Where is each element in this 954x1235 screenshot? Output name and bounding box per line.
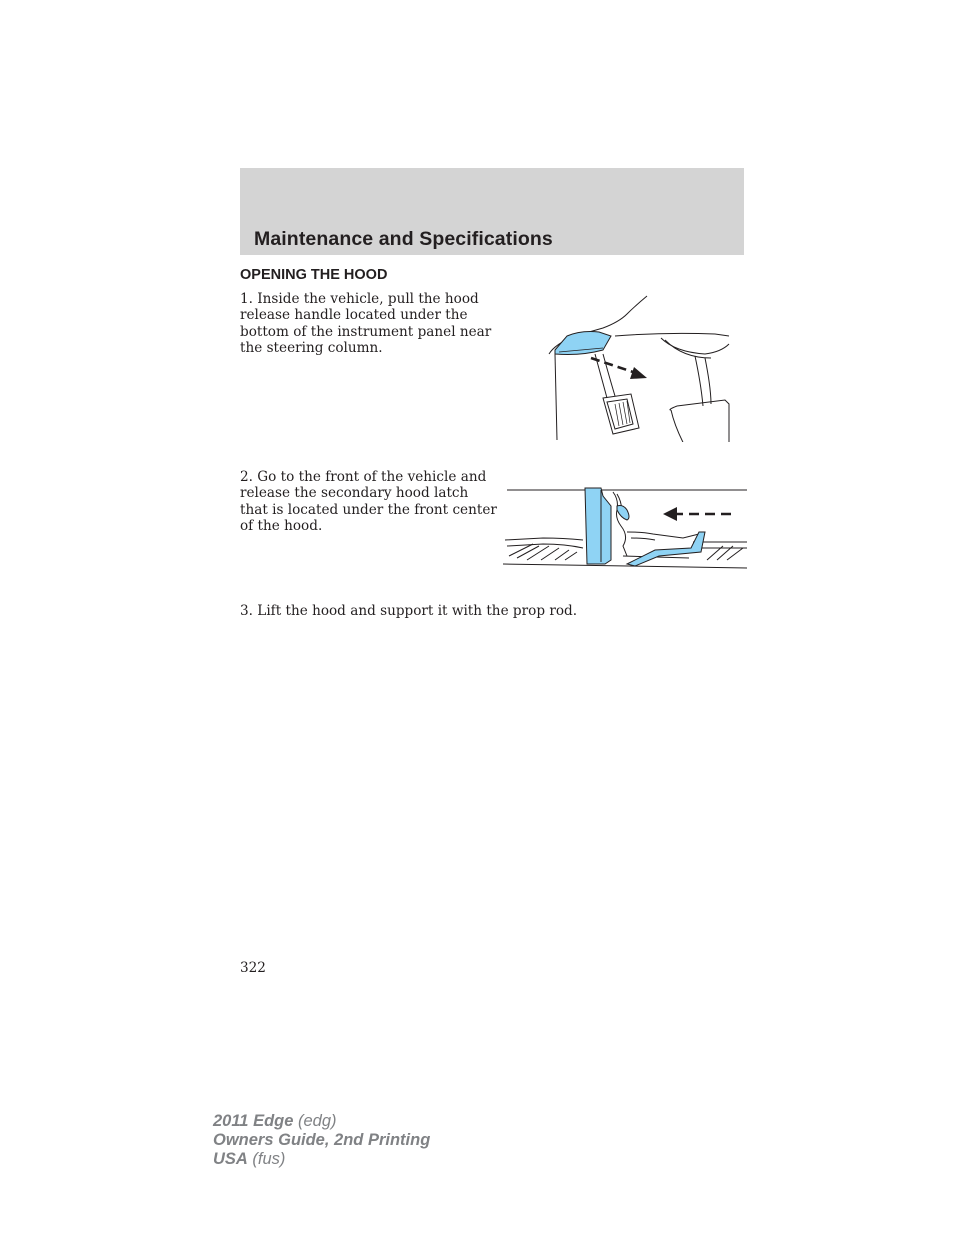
section-heading: OPENING THE HOOD <box>240 267 388 283</box>
hood-release-handle-illustration <box>515 292 740 442</box>
chapter-title: Maintenance and Specifications <box>254 228 553 250</box>
step-2-text: 2. Go to the front of the vehicle and release the secondary hood latch that is located under the front center of the hood. <box>240 469 497 535</box>
document-footer <box>213 1112 430 1169</box>
section-header-band <box>240 168 744 255</box>
footer-line-market <box>213 1150 430 1169</box>
step-3-text: 3. Lift the hood and support it with the prop rod. <box>240 603 578 619</box>
footer-market-code: (fus) <box>247 1150 286 1168</box>
step-1-text: 1. Inside the vehicle, pull the hood release handle located under the bottom of the instrument panel near the steering column. <box>240 291 492 357</box>
footer-edition: Owners Guide, 2nd Printing <box>213 1131 431 1149</box>
secondary-hood-latch-illustration <box>503 486 749 570</box>
footer-model: 2011 Edge <box>213 1112 294 1130</box>
footer-market: USA <box>213 1150 248 1168</box>
page-number: 322 <box>240 960 266 976</box>
footer-line-model <box>213 1112 430 1131</box>
footer-model-code: (edg) <box>293 1112 337 1130</box>
